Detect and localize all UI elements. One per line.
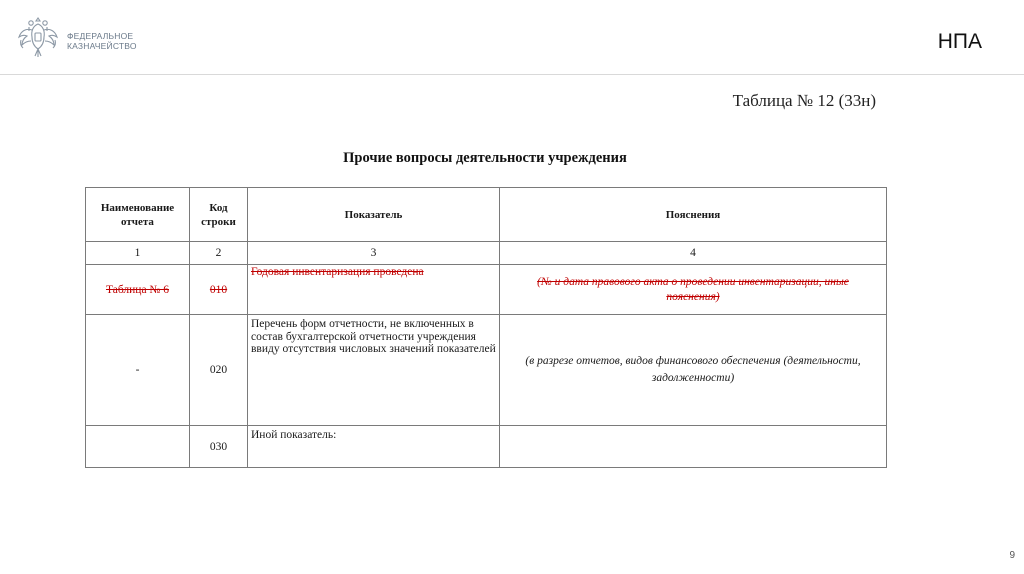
indicator-cell: Годовая инвентаризация проведена	[248, 265, 500, 315]
table-row	[86, 426, 887, 468]
slide-header	[0, 0, 1024, 75]
indicator-cell: Перечень форм отчетности, не включенных в состав бухгалтерской отчетности учреждения ввиду отсутствия числовых значений показателей	[248, 315, 500, 426]
column-number: 3	[248, 242, 500, 265]
page-number: 9	[1009, 550, 1015, 561]
explanation-cell: (№ и дата правового акта о проведении инвентаризации, иные пояснения)	[500, 265, 887, 315]
report-table	[85, 187, 887, 468]
explanation-cell: (в разрезе отчетов, видов финансового обеспечения (деятельности, задолженности)	[500, 315, 887, 426]
column-number: 1	[86, 242, 190, 265]
table-caption: Таблица № 12 (33н)	[732, 91, 876, 110]
header-indicator: Показатель	[248, 188, 500, 242]
code-cell: 020	[190, 315, 248, 426]
header-report-name: Наименование отчета	[86, 188, 190, 242]
header-explanations: Пояснения	[500, 188, 887, 242]
report-cell: Таблица № 6	[86, 265, 190, 315]
header-line-code: Код строки	[190, 188, 248, 242]
column-number: 2	[190, 242, 248, 265]
report-cell: -	[86, 315, 190, 426]
code-cell: 010	[190, 265, 248, 315]
document-title: Прочие вопросы деятельности учреждения	[343, 150, 627, 166]
org-name-line1: ФЕДЕРАЛЬНОЕ	[67, 31, 134, 41]
double-headed-eagle-icon	[16, 14, 60, 60]
explanation-cell	[500, 426, 887, 468]
table-row	[86, 265, 887, 315]
report-cell	[86, 426, 190, 468]
section-label: НПА	[937, 30, 982, 53]
organization-name	[67, 31, 137, 51]
column-number-row	[86, 242, 887, 265]
column-number: 4	[500, 242, 887, 265]
table-row	[86, 315, 887, 426]
table-header-row	[86, 188, 887, 242]
code-cell: 030	[190, 426, 248, 468]
indicator-cell: Иной показатель:	[248, 426, 500, 468]
org-name-line2: КАЗНАЧЕЙСТВО	[67, 41, 137, 51]
